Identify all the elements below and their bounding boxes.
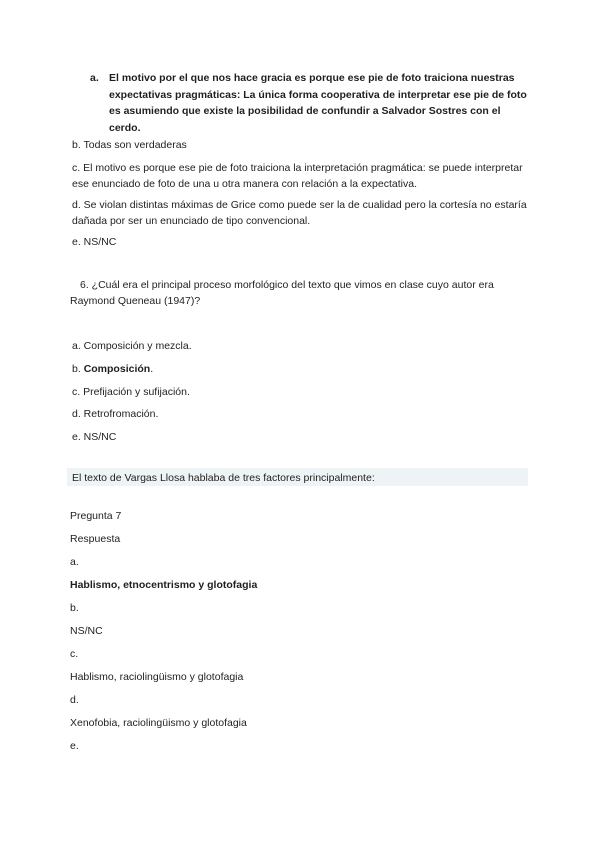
q6-option-c: c. Prefijación y sufijación. — [72, 386, 190, 398]
q7-option-a: Hablismo, etnocentrismo y glotofagia — [70, 579, 258, 591]
q5-option-e: e. NS/NC — [72, 236, 117, 248]
q7-label-a: a. — [70, 556, 79, 568]
q7-statement: El texto de Vargas Llosa hablaba de tres factores principalmente: — [72, 472, 375, 484]
q7-label-e: e. — [70, 740, 79, 752]
q6-option-e: e. NS/NC — [72, 431, 117, 443]
q6-option-b-prefix: b. — [72, 363, 84, 375]
q7-option-b: NS/NC — [70, 625, 103, 637]
q6-option-b-suffix: . — [150, 363, 154, 375]
q7-option-c: Hablismo, raciolingüismo y glotofagia — [70, 671, 244, 683]
q6-question: 6. ¿Cuál era el principal proceso morfológico del texto que vimos en clase cuyo autor era Raymond Queneau (1947)? — [70, 279, 494, 307]
q5-option-c: c. El motivo es porque ese pie de foto traiciona la interpretación pragmática: se puede interpretar ese enunciado de foto de una u otra manera con relación a la expectativa. — [72, 162, 523, 190]
q7-label-d: d. — [70, 694, 79, 706]
q7-respuesta: Respuesta — [70, 533, 121, 545]
q5-option-d: d. Se violan distintas máximas de Grice como puede ser la de cualidad pero la cortesía no estaría dañada por ser un enunciado de tipo convencional. — [72, 199, 527, 227]
q7-label-c: c. — [70, 648, 79, 660]
q5-option-a — [90, 70, 530, 136]
q7-label-b: b. — [70, 602, 79, 614]
q6-option-a: a. Composición y mezcla. — [72, 340, 192, 352]
q5-option-a-text: El motivo por el que nos hace gracia es porque ese pie de foto traiciona nuestras expectativas pragmáticas: La única forma cooperativa de interpretar ese pie de foto es asumiendo que existe la posibilidad de confundir a Salvador Sostres con el cerdo. — [109, 72, 527, 134]
q5-option-b: b. Todas son verdaderas — [72, 139, 187, 151]
q5-option-a-label: a. — [90, 72, 99, 84]
q7-option-d: Xenofobia, raciolingüismo y glotofagia — [70, 717, 247, 729]
q6-option-b-bold: Composición — [83, 363, 151, 375]
q7-pregunta: Pregunta 7 — [70, 510, 122, 522]
q6-option-d: d. Retrofromación. — [72, 408, 159, 420]
q6-option-b — [72, 361, 532, 377]
